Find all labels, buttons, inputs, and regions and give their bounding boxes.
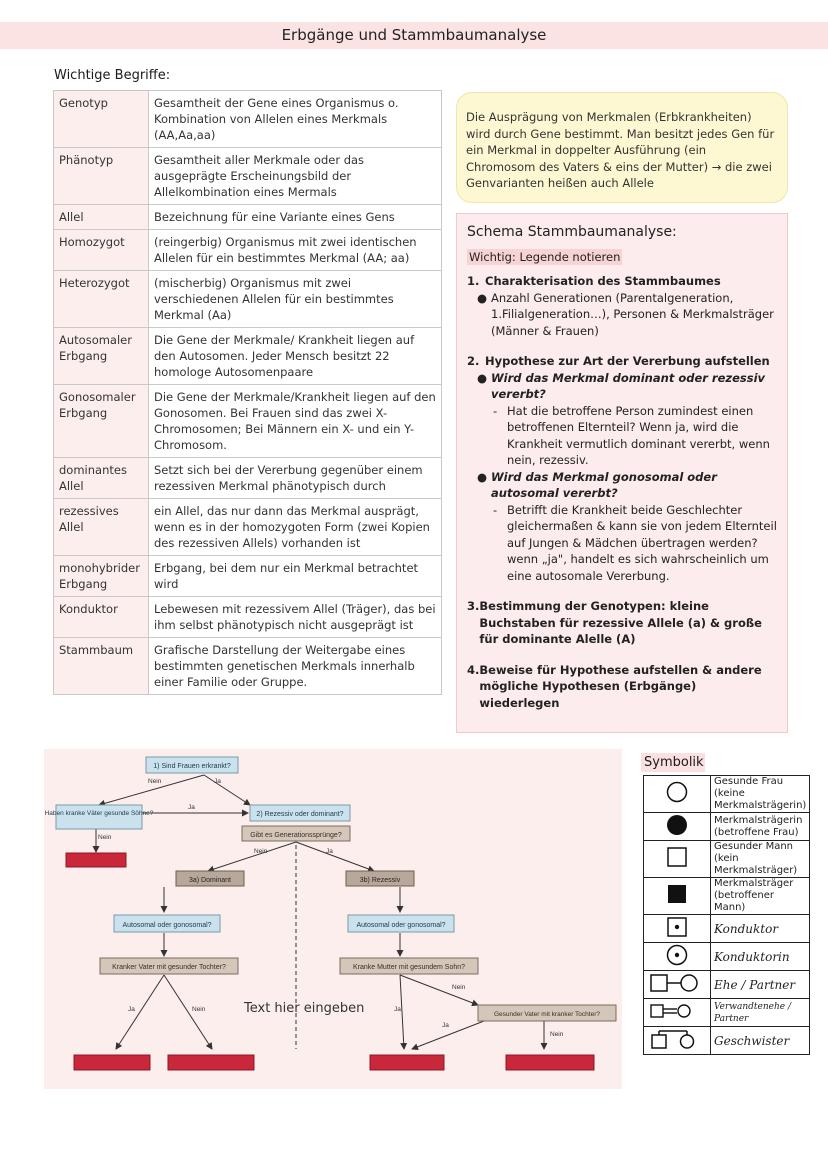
schema-box [456,213,788,733]
edge-label: Nein [550,1031,564,1038]
table-row [644,915,810,943]
node-red-end-5 [506,1055,594,1070]
term-cell: rezessives Allel [54,499,149,556]
edge-label: Ja [188,804,195,811]
step-heading: Hypothese zur Art der Vererbung aufstellen [485,354,770,368]
table-row [644,999,810,1027]
consanguineous-marriage-icon [644,999,711,1027]
term-cell: monohybrider Erbgang [54,556,149,597]
edge-label: Nein [98,834,112,841]
term-cell: Heterozygot [54,271,149,328]
affected-woman-icon [644,813,711,841]
table-row [54,230,442,271]
step-number: 3. [467,599,480,613]
term-cell: Konduktor [54,597,149,638]
terms-table [53,90,442,695]
table-row [54,499,442,556]
node-jumps-label: Gibt es Generationssprünge? [250,832,342,839]
affected-man-icon [644,878,711,915]
symbol-text: Konduktor [711,915,810,943]
definition-cell: ein Allel, das nur dann das Merkmal ausprägt, wenn es in der homozygoten Form (zwei Kopien des rezessiven Allels) vorhanden ist [149,499,442,556]
node-rezessiv-label: 3b) Rezessiv [359,877,401,884]
node-red-end-4 [370,1055,444,1070]
table-row [54,205,442,230]
marriage-icon [644,971,711,999]
symbol-text: Merkmalsträger (betroffener Mann) [711,878,810,915]
node-red-end-3 [168,1055,254,1070]
symbol-text: Gesunde Frau (keine Merkmalsträgerin) [711,776,810,813]
table-row [644,971,810,999]
term-cell: Homozygot [54,230,149,271]
node-father-sick-daughter-label: Gesunder Vater mit kranker Tochter? [494,1011,600,1018]
conductor-male-icon [644,915,711,943]
edge-label: Ja [128,1006,135,1013]
bullet-icon: ● [477,290,488,305]
step-number: 1. [467,274,480,288]
definition-cell: Lebewesen mit rezessivem Allel (Träger), das bei ihm selbst phänotypisch nicht ausgeprägt ist [149,597,442,638]
schema-step-4 [467,662,777,712]
table-row [54,148,442,205]
terms-heading: Wichtige Begriffe: [54,68,171,83]
term-cell: Genotyp [54,91,149,148]
healthy-man-icon [644,841,711,878]
bullet-icon: ● [477,370,488,385]
definition-cell: Bezeichnung für eine Variante eines Gens [149,205,442,230]
text-placeholder[interactable]: Text hier eingeben [244,1001,365,1016]
step-heading: Bestimmung der Genotypen: kleine Buchstaben für rezessive Allele (a) & große für dominante Alelle (A) [479,599,762,646]
step-text: Hat die betroffene Person zumindest einen betroffenen Elternteil? Wenn ja, wird die Krankheit vermutlich dominant vererbt, wenn nein, rezessiv. [507,403,770,467]
page-title: Erbgänge und Stammbaumanalyse [0,22,828,49]
step-question: Wird das Merkmal gonosomal oder autosomal vererbt? [491,469,717,500]
node-father-sons [56,805,142,829]
term-cell: Gonosomaler Erbgang [54,385,149,458]
table-row [54,385,442,458]
table-row [644,776,810,813]
edge-label: Nein [192,1006,206,1013]
node-auto-gono-left-label: Autosomal oder gonosomal? [122,922,212,929]
definition-cell: Gesamtheit aller Merkmale oder das ausgeprägte Erscheinungsbild der Allelkombination eines Mermals [149,148,442,205]
healthy-woman-icon [644,776,711,813]
symbol-text: Ehe / Partner [711,971,810,999]
table-row [644,878,810,915]
term-cell: Phänotyp [54,148,149,205]
table-row [54,91,442,148]
node-father-sons-label [45,810,154,817]
edge-label: Nein [148,778,162,785]
symbol-text: Verwandtenehe / Partner [711,999,810,1027]
edge-label: Ja [326,848,333,855]
table-row [54,556,442,597]
symbol-text: Geschwister [711,1027,810,1055]
schema-title: Schema Stammbaumanalyse: [467,224,677,240]
edge-label: Nein [254,848,268,855]
node-q2-label: 2) Rezessiv oder dominant? [256,811,344,818]
definition-cell: (reingerbig) Organismus mit zwei identischen Allelen für ein bestimmtes Merkmal (AA; aa) [149,230,442,271]
dash-icon: - [493,502,498,517]
term-cell: Stammbaum [54,638,149,695]
step-number: 2. [467,354,480,368]
symbol-table [643,775,810,1055]
table-row [54,597,442,638]
step-text: Anzahl Generationen (Parentalgeneration, 1.Filialgeneration…), Personen & Merkmalsträger (Männer & Frauen) [491,290,774,338]
step-number: 4. [467,662,480,677]
definition-cell: (mischerbig) Organismus mit zwei verschiedenen Allelen für ein bestimmtes Merkmal (Aa) [149,271,442,328]
symbolik-label: Symbolik [641,753,705,772]
term-cell: dominantes Allel [54,458,149,499]
symbol-text: Konduktorin [711,943,810,971]
dash-icon: - [493,403,498,418]
definition-cell: Die Gene der Merkmale/Krankheit liegen auf den Gonosomen. Bei Frauen sind das zwei X-Chromosomen; Bei Männern ein X- und ein Y-Chromosom. [149,385,442,458]
schema-step-1 [467,273,777,290]
symbol-text: Gesunder Mann (kein Merkmalsträger) [711,841,810,878]
table-row [54,638,442,695]
term-cell: Autosomaler Erbgang [54,328,149,385]
table-row [644,943,810,971]
schema-step-2 [467,353,777,370]
term-cell: Allel [54,205,149,230]
definition-cell: Grafische Darstellung der Weitergabe eines bestimmten genetischen Merkmals innerhalb einer Familie oder Gruppe. [149,638,442,695]
schema-step-3 [467,598,777,648]
edge-label: Ja [442,1022,449,1029]
edge-label: Nein [452,984,466,991]
node-father-daughter-label: Kranker Vater mit gesunder Tochter? [112,964,226,971]
table-row [644,1027,810,1055]
step-question: Wird das Merkmal dominant oder rezessiv vererbt? [491,370,766,401]
step-heading: Charakterisation des Stammbaumes [485,274,721,288]
node-mother-son-label: Kranke Mutter mit gesundem Sohn? [352,964,466,971]
definition-cell: Setzt sich bei der Vererbung gegenüber einem rezessiven Merkmal phänotypisch durch [149,458,442,499]
node-red-end-1 [66,853,126,867]
legend-note: Wichtig: Legende notieren [469,249,621,264]
siblings-icon [644,1027,711,1055]
node-red-end-2 [74,1055,150,1070]
step-text: Betrifft die Krankheit beide Geschlechter gleichermaßen & kann sie von jedem Elternteil auf Jungen & Mädchen übertragen werden? wenn „ja", handelt es sich wahrscheinlich um eine autosomale Vererbung. [507,502,777,583]
edge-label: Ja [394,1006,401,1013]
definition-cell: Erbgang, bei dem nur ein Merkmal betrachtet wird [149,556,442,597]
node-q1-label: 1) Sind Frauen erkrankt? [153,763,231,770]
inheritance-flowchart [44,749,622,1089]
table-row [644,841,810,878]
father-sons-text: Haben kranke Väter gesunde Söhne? [44,810,154,817]
conductor-female-icon [644,943,711,971]
step-heading: Beweise für Hypothese aufstellen & andere mögliche Hypothesen (Erbgänge) wiederlegen [479,662,762,710]
info-box: Die Ausprägung von Merkmalen (Erbkrankheiten) wird durch Gene bestimmt. Man besitzt jedes Gen für ein Merkmal in doppelter Ausführung (ein Chromosom des Vaters & eins der Mutter) → die zwei Genvarianten heißen auch Allele [456,92,788,203]
node-auto-gono-right-label: Autosomal oder gonosomal? [356,922,446,929]
table-row [54,328,442,385]
table-row [54,271,442,328]
symbol-text: Merkmalsträgerin (betroffene Frau) [711,813,810,841]
definition-cell: Gesamtheit der Gene eines Organismus o. Kombination von Allelen eines Merkmals (AA,Aa,aa) [149,91,442,148]
table-row [54,458,442,499]
definition-cell: Die Gene der Merkmale/ Krankheit liegen auf den Autosomen. Jeder Mensch besitzt 22 homologe Autosomenpaare [149,328,442,385]
node-dominant-label: 3a) Dominant [188,877,232,884]
edge-label: Ja [214,778,221,785]
bullet-icon: ● [477,469,488,484]
table-row [644,813,810,841]
